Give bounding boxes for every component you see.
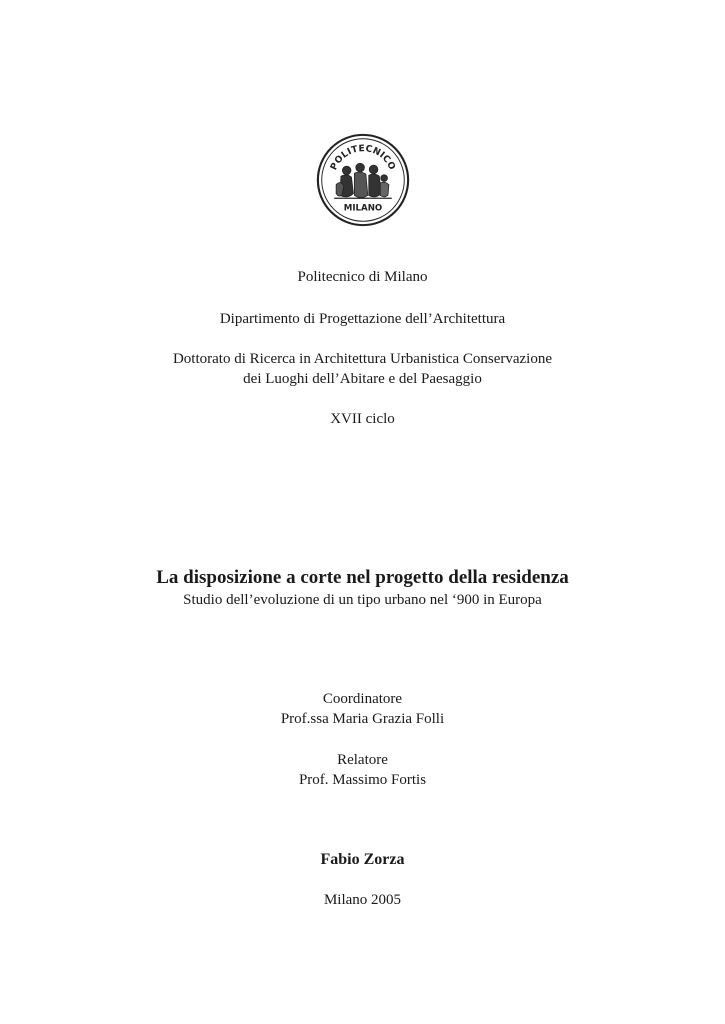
seal-top-text: POLITECNICO <box>329 144 397 172</box>
supervisor-name: Prof. Massimo Fortis <box>298 772 427 788</box>
doctorate-line-2: dei Luoghi dell’Abitare e del Paesaggio <box>243 371 482 387</box>
seal-bottom-text: MILANO <box>343 203 383 214</box>
thesis-title: La disposizione a corte nel progetto della residenza <box>156 567 569 588</box>
coordinator-role: Coordinatore <box>322 691 403 707</box>
author-name: Fabio Zorza <box>320 851 405 868</box>
department-name: Dipartimento di Progettazione dell’Architettura <box>219 311 506 327</box>
institution-name: Politecnico di Milano <box>297 269 428 285</box>
cycle-label: XVII ciclo <box>330 411 395 427</box>
place-date: Milano 2005 <box>323 892 402 908</box>
coordinator-name: Prof.ssa Maria Grazia Folli <box>280 711 445 727</box>
doctorate-line-1: Dottorato di Ricerca in Architettura Urbanistica Conservazione <box>172 351 553 367</box>
politecnico-seal-icon <box>315 132 411 228</box>
supervisor-role: Relatore <box>337 752 388 768</box>
thesis-subtitle: Studio dell’evoluzione di un tipo urbano nel ‘900 in Europa <box>183 592 542 608</box>
